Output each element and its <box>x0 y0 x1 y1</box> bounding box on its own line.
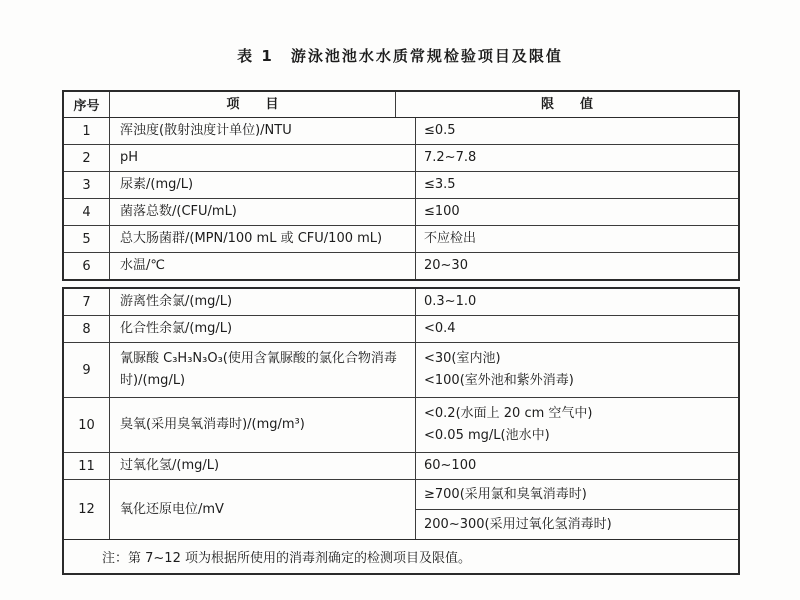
table-segment-2-rows <box>64 289 738 539</box>
row-limit <box>416 316 738 342</box>
row-item: 过氧化氢/(mg/L) <box>110 453 416 479</box>
row-item: pH <box>110 145 416 171</box>
row-limit-subcell: ≥700(采用氯和臭氧消毒时) <box>424 486 587 502</box>
table-row <box>64 452 738 479</box>
row-item: 总大肠菌群/(MPN/100 mL 或 CFU/100 mL) <box>110 226 416 252</box>
table-row <box>64 198 738 225</box>
row-index: 6 <box>64 253 110 279</box>
table-row <box>64 118 738 144</box>
row-limit-line: 不应检出 <box>424 231 477 246</box>
row-limit <box>416 199 738 225</box>
row-limit <box>416 343 738 397</box>
row-index: 11 <box>64 453 110 479</box>
row-limit-line: <0.4 <box>424 321 456 336</box>
table-row <box>64 144 738 171</box>
column-header-item: 项 目 <box>110 92 396 117</box>
row-limit <box>416 145 738 171</box>
table-row <box>64 397 738 452</box>
table-row <box>64 479 738 539</box>
row-limit-line: 20~30 <box>424 258 468 273</box>
row-limit-line: ≤100 <box>424 204 460 219</box>
table-segment-1 <box>62 90 740 281</box>
row-limit <box>416 480 738 539</box>
row-item: 浑浊度(散射浊度计单位)/NTU <box>110 118 416 144</box>
row-limit-line: <0.05 mg/L(池水中) <box>424 428 550 443</box>
table-row <box>64 171 738 198</box>
row-limit <box>416 118 738 144</box>
row-index: 12 <box>64 480 110 539</box>
row-item: 水温/℃ <box>110 253 416 279</box>
row-limit-line: <30(室内池) <box>424 351 501 366</box>
row-limit-line: 0.3~1.0 <box>424 294 477 309</box>
table-row <box>64 252 738 279</box>
row-item: 氧化还原电位/mV <box>110 480 416 539</box>
row-limit-line: <100(室外池和紫外消毒) <box>424 373 574 388</box>
row-item: 氰脲酸 C₃H₃N₃O₃(使用含氰脲酸的氯化合物消毒时)/(mg/L) <box>110 343 416 397</box>
row-limit <box>416 398 738 452</box>
row-item: 臭氧(采用臭氧消毒时)/(mg/m³) <box>110 398 416 452</box>
page-title: 表 1 游泳池池水水质常规检验项目及限值 <box>237 47 563 65</box>
table-row <box>64 225 738 252</box>
row-index: 5 <box>64 226 110 252</box>
row-item: 尿素/(mg/L) <box>110 172 416 198</box>
table-segment-1-rows <box>64 118 738 279</box>
row-index: 8 <box>64 316 110 342</box>
row-limit-line: 7.2~7.8 <box>424 150 477 165</box>
row-index: 10 <box>64 398 110 452</box>
table-row <box>64 289 738 315</box>
water-quality-table <box>62 90 740 575</box>
table-segment-2 <box>62 287 740 575</box>
row-limit-line: 60~100 <box>424 458 477 473</box>
table-footnote: 注：第 7~12 项为根据所使用的消毒剂确定的检测项目及限值。 <box>64 539 738 573</box>
row-limit <box>416 226 738 252</box>
table-row <box>64 315 738 342</box>
row-limit-subcell: 200~300(采用过氧化氢消毒时) <box>416 509 738 539</box>
row-index: 9 <box>64 343 110 397</box>
row-index: 4 <box>64 199 110 225</box>
row-item: 游离性余氯/(mg/L) <box>110 289 416 315</box>
row-limit <box>416 253 738 279</box>
row-limit <box>416 289 738 315</box>
row-limit-line: <0.2(水面上 20 cm 空气中) <box>424 406 593 421</box>
column-header-no: 序号 <box>64 92 110 117</box>
row-limit-line: ≤3.5 <box>424 177 456 192</box>
row-index: 7 <box>64 289 110 315</box>
row-limit <box>416 453 738 479</box>
row-index: 2 <box>64 145 110 171</box>
table-header-row <box>64 92 738 118</box>
row-limit <box>416 172 738 198</box>
row-index: 1 <box>64 118 110 144</box>
row-index: 3 <box>64 172 110 198</box>
row-item: 化合性余氯/(mg/L) <box>110 316 416 342</box>
row-limit-line: ≤0.5 <box>424 123 456 138</box>
row-item: 菌落总数/(CFU/mL) <box>110 199 416 225</box>
table-row <box>64 342 738 397</box>
column-header-limit: 限 值 <box>540 96 593 112</box>
